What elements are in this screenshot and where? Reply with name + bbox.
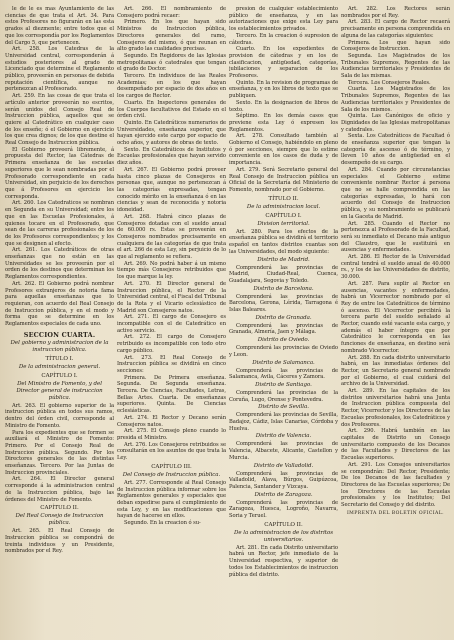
column-4	[341, 6, 450, 634]
paragraph: Segunda. Los Magistrados de los Tribunales Supremos, Regentes de las Audiencias territoriales y Presidentes de Sala de las mismas.	[341, 52, 450, 80]
title-subtitle: De la administracion general.	[18, 363, 101, 370]
district-heading: Distrito de Zaragoza.	[254, 491, 313, 498]
column-2	[117, 6, 226, 634]
district-text: Comprenderá las provincias de Oviedo y Leon.	[229, 345, 338, 358]
district-heading: Distrito de Granada.	[255, 314, 312, 321]
paragraph: le de le es mas Ayuntamiento de las ciencias de que trata el Art. 34. Para estos Profesores no figurarán en las esta grados al diezmente; entre todos que el que los correspondía por los Reglamentos del Cargo 5, que pertenecen.	[5, 6, 114, 46]
paragraph: Cuarto. En Inspectores generales de los Cuerpos facultativos del Estado en el órden civil.	[117, 99, 226, 120]
district-text: Comprenderá las provincias de Valladolid, Alava, Búrgos, Guipúzcoa, Palencia, Santander y Vizcaya.	[229, 470, 338, 490]
text-columns	[5, 6, 450, 634]
chapter-subtitle: De la administracion de los distritos universitarios.	[233, 529, 334, 543]
district-heading: Distrito de Oviedo.	[257, 337, 310, 344]
district-heading: Distrito de Sevilla.	[258, 404, 309, 411]
paragraph: Tercera. Los Consejeros Reales.	[348, 79, 431, 86]
printer-imprint: IMPRENTA DEL BOLETIN OFICIAL.	[346, 510, 445, 516]
article-278: Art. 278. Consultado también al Gobierno el Consejo, habiéndolo en pleno ó por secciones, siempre que lo estime conveniente en los casos de duda y de importancia.	[229, 133, 338, 167]
paragraph: Segundo. En Regidores de las Iglesias metropolitanas ó catedrales que tengan el grado de Doctor.	[117, 52, 226, 73]
column-1	[5, 6, 114, 634]
district-text: Comprenderá las provincias de Salamanca, Avila, Cáceres y Zamora.	[229, 367, 338, 381]
paragraph: Segundo. En la creacion ó su-	[124, 520, 201, 527]
article-267: Art. 267. El Gobierno podrá proveer hasta cinco plazas de Consejeros en personas que, aunque no pertenezcan á las categorías expresadas, tengan conocido mérito en la enseñanza ó en las ciencias y sean de reconocida y notoria idoneidad.	[117, 166, 226, 214]
article-260: Art. 260. Los Catedraticos se nombran en Segunda en su Universidad; entre los que en las Escuelas Profesionales, á quienes tocare en el Profesorado, que sean de las carreras profesionales de los de los Profesores correspondientes; y los que se designen al efecto.	[5, 200, 114, 247]
paragraph: Cuarto. En los expedientes de provision de cátedras y en los de clasificacion, antigüedad, categorías, jubilaciones y separacion de los Profesores.	[229, 46, 338, 80]
article-276: Art. 276. Los Consejeros retribuidos se consultarán en los asuntos de que trata la Ley.	[117, 441, 226, 462]
article-266: Art. 266. El nombramiento de Consejero podrá recaer:	[117, 6, 226, 19]
article-286: Art. 286. El Rector de la Universidad central tendrá el sueldo anual de 40.000 rs., y los de las Universidades de distrito, 30.000.	[341, 254, 450, 281]
paragraph: Cuarta. Los Magistrados de los Tribunales Supremos, Regentes de las Audiencias territoriales y Presidentes de Sala de los mismos.	[341, 86, 450, 113]
article-273: Art. 273. El Real Consejo de Instruccion pública se dividirá en cinco secciones:	[117, 354, 226, 374]
district-text: Comprenderá las provincias de Sevilla, Badajoz, Cádiz, Islas Canarias, Córdoba y Huelva.	[229, 412, 338, 432]
article-281: Art. 281. En cada Distrito universitario habrá un Rector, jefe inmediato de la Universidad respectiva, y superior de todos los Establecimientos de instruccion pública del distrito.	[229, 544, 338, 578]
paragraph: Quinto. En Catedráticos numerarios de Universidades, enseñanza superior, que hayan ejercido este cargo por espacio de ocho años, y autores de obras de texto.	[117, 119, 226, 147]
chapter-subtitle: Division territorial.	[257, 220, 310, 227]
article-265: Art. 265. El Real Consejo de Instruccion pública se compondrá de treinta individuos y un Presidente, nombrados por el Rey.	[5, 528, 114, 555]
article-291: Art. 291. Los Consejos universitarios se compondrán: Del Rector, Presidente; De los Decanos de las facultades y Directores de las Escuelas superiores; De los Directores de las Escuelas profesionales y los Institutos; Del Secretario del Consejo y del distrito.	[341, 461, 450, 509]
article-289: Art. 289. En las capitales de los distritos universitarios habrá una Junta de Instruccion pública compuesta del Rector, Vicerrector y los Directores de las Escuelas profesionales, los Catedráticos y dos Profesores.	[341, 388, 450, 428]
district-text: Comprenderá las provincias de Granada, Almería, Jaen y Málaga.	[229, 322, 338, 336]
article-258: Art. 258. Los Catedras de la Universidad central, corresponderán á estudios posteriores al grado de Licenciado que determine el Reglamento público, proveerán en personas de debida reputación científica, aunque no pertenezcan al Profesorado.	[5, 46, 114, 93]
district-heading: Distrito de Barcelona.	[253, 285, 314, 292]
paragraph: Primero. En los que hayan sido Ministros de Instruccion pública, Directores generales del ramo, Consejeros del mismo, ó que reunan en alto grado las cualidades precisas.	[117, 19, 226, 53]
district-heading: Distrito de Valladolid.	[253, 462, 314, 469]
section-heading: SECCION CUARTA.	[23, 330, 96, 339]
article-272: Art. 272. El cargo de Consejero retribuido es incompatible con todo otro cargo público.	[117, 334, 226, 354]
article-262: Art. 262. El Gobierno podrá nombrar Profesores extranjeros de notoria fama para aquellas enseñanzas que lo requieran, con acuerdo del Real Consejo de Instruccion pública, y en el modo y forma que se determine en los Reglamentos especiales de cada uno.	[5, 280, 114, 328]
article-268: Art. 268. Habrá cinco plazas de Consejeros dotadas con el sueldo anual de 60.000 rs. Estas se proveerán en Consejeros nombrados precisamente en cualquiera de las categorías de que trata el art. 266 de esta Ley, sin perjuicio de lo que al reglamento se refiera.	[117, 213, 226, 261]
article-277: Art. 277. Corresponde al Real Consejo de Instruccion pública informar sobre los Reglamentos generales y especiales que deban expedirse para el cumplimiento de esta Ley, y en las modificaciones que hayan de hacerse en ellos.	[117, 479, 226, 520]
paragraph: Sexta. Los Catedráticos de Facultad ó de enseñanza superior que tengan la categoría de ascenso ó de término, y lleven 10 años de antigüedad en el desempeño de su cargo.	[341, 133, 450, 167]
district-text: Comprenderá las provincias de Madrid, Ciudad-Real, Cuenca, Guadalajara, Segovia y Toledo.	[229, 264, 338, 284]
article-290: Art. 290. Habrá también en las capitales de Distrito un Consejo universitario compuesto de los Decanos de las Facultades y Directores de las Escuelas superiores.	[341, 428, 450, 462]
article-263: Art. 263. El gobierno superior de la instruccion pública en todos sus ramos, dentro del órden civil, corresponde al Ministro de Fomento.	[5, 402, 114, 429]
article-283: Art. 283. El cargo de Rector recaerá precisamente en persona comprendida en alguna de las categorías siguientes:	[341, 19, 450, 39]
chapter-heading: CAPÍTULO II.	[264, 521, 303, 528]
paragraph: Tercero. En la creacion ó supresion de cátedras.	[229, 32, 338, 46]
paragraph: Para los expedientes que se formen se auxiliará el Ministro de Fomento: Primero. Por el Consejo Real de Instruccion pública. Segundo. Por los Directores generales de las distintas enseñanzas. Tercero. Por las Juntas de Instruccion provinciales.	[5, 429, 114, 476]
chapter-subtitle: Del Real Consejo de Instruccion pública.	[15, 513, 104, 527]
paragraph: Séptimo. En los demás casos que previene esta Ley ó expresen los Reglamentos.	[229, 113, 338, 133]
title-subtitle: De la administracion local.	[246, 203, 321, 210]
district-text: Comprenderá las provincias de Zaragoza, Huesca, Logroño, Navarra, Soria y Teruel.	[229, 499, 338, 520]
paragraph: Quinto. En la revision de programas de enseñanza, y en los libros de texto que se publiquen.	[229, 79, 338, 100]
paragraph: Sexto. En la designacion de libros de texto.	[229, 99, 338, 113]
article-264: Art. 264. El Director general corresponde á la administracion central de la Instruccion pública, bajo las órdenes del Ministro de Fomento.	[5, 476, 114, 503]
article-261: Art. 261. Los Catedráticos de otras enseñanzas que no están en las Universidades se les proveerán por el orden de los destinos que determinan los Reglamentos correspondientes.	[5, 247, 114, 281]
title-heading: TÍTULO II.	[268, 195, 299, 202]
district-heading: Distrito de Salamanca.	[252, 359, 315, 366]
chapter-heading: CAPÍTULO I.	[41, 372, 78, 379]
district-text: Comprenderá las provincias de la Coruña, Lugo, Orense y Pontevedra.	[229, 389, 338, 403]
district-text: Comprenderá las provincias de Valencia, Albacete, Alicante, Castellon y Murcia.	[229, 441, 338, 461]
section-subtitle: Del gobierno y administracion de la instruccion pública.	[10, 339, 109, 353]
title-heading: TÍTULO I.	[45, 355, 74, 362]
article-284: Art. 284. Cuando por circunstancias especiales el Gobierno estime conveniente nombrar Rector á persona que no se halle comprendida en las categorías expresadas, lo hará con acuerdo del Consejo de Instruccion pública, y su nombramiento se publicará en la Gaceta de Madrid.	[341, 166, 450, 220]
column-3	[229, 6, 338, 634]
chapter-heading: CAPÍTULO II.	[40, 505, 79, 512]
chapter-heading: CAPÍTULO III.	[151, 463, 192, 470]
article-287: Art. 287. Para suplir al Rector en ausencias, vacantes y enfermedades, habrá un Vicerrector nombrado por el Rey de entre los Catedráticos de término ó ascenso. El Vicerrector percibirá la tercera parte del sueldo señalado al Rector, cuando esté vacante esta cargo, y además el haber íntegro que por Catedrático le corresponda en las funciones de enseñanza, en destino será nombrado Vicerrector.	[341, 280, 450, 354]
article-288: Art. 288. En cada distrito universitario habrá, en las inmediatas órdenes del Rector, un Secretario general nombrado por el Gobierno, el cual cuidará del archivo de la Universidad.	[341, 354, 450, 388]
article-275: Art. 275. El Consejo pleno cuando lo presida el Ministro.	[117, 428, 226, 441]
paragraph: Primera. De Primera enseñanza. Segunda. De Segunda enseñanza. Tercera. De Ciencias, Facultades, Letras, Bellas Artes. Cuarta. De enseñanzas superiores. Quinta. De Ciencias eclesiásticas.	[117, 374, 226, 415]
paragraph: presion de cualquier establecimiento público de enseñanza, y en las autorizaciones que exige esta Ley para los establecimientos privados.	[229, 6, 338, 33]
article-271: Art. 271. El cargo de Consejero es incompatible con el de Catedrático en activo servicio.	[117, 314, 226, 334]
article-274: Art. 274. El Rector y Decano serán Consejeros natos.	[117, 414, 226, 428]
paragraph: Sexto. En Catedráticos de Institutos y Escuelas profesionales que hayan servido diez años.	[117, 146, 226, 167]
paragraph: Primera. Los que hayan sido Consejeros de Instruccion.	[341, 39, 450, 53]
district-heading: Distrito de Santiago.	[255, 381, 312, 388]
chapter-heading: CAPÍTULO I.	[265, 212, 302, 219]
paragraph: Quinta. Las Canónigos de oficio y Dignidades de las Iglesias metropolitanas y catedrales.	[341, 113, 450, 133]
district-heading: Distrito de Valencia.	[255, 433, 312, 440]
chapter-subtitle: Del Ministro de Fomento, y del Director general de instruccion pública.	[16, 380, 103, 401]
article-259: Art. 259. En las cosas de que trata el artículo anterior proveerán no escritos, serán unidos del Consejo Real de Instruccion pública, aquellos que se quiere al Catedrático en cualquier caso de los enseñe; ó el Gobierno en ejercicio los que crea dignos; de los que destine el Real Consejo de Instruccion pública.	[5, 93, 114, 147]
article-282: Art. 282. Los Rectores serán nombrados por el Rey.	[341, 6, 450, 19]
article-270: Art. 270. El Director general de Instruccion pública, el Rector de la Universidad central, el Fiscal del Tribunal de la Rota y el Vicario eclesiástico de Madrid son Consejeros natos.	[117, 280, 226, 314]
article-279: Art. 279. Será Secretario general del Real Consejo de Instruccion pública un Oficial de la Secretaría del Ministerio de Fomento, nombrado por el Gobierno.	[229, 166, 338, 193]
chapter-subtitle: Del Consejo de Instruccion pública.	[122, 471, 221, 478]
article-280: Art. 280. Para los efectos de la enseñanza pública se dividirá el territorio español en tantos distritos cuantas son las Universidades, del modo siguiente:	[229, 228, 338, 255]
district-heading: Distrito de Madrid.	[257, 256, 310, 263]
article-269: Art. 269. No podrá haber á un mismo tiempo más Consejeros retribuidos que los que marque la ley.	[117, 260, 226, 281]
article-285: Art. 285. Cuando el Rector no pertenezca al Profesorado de la Facultad, será su inmediato el Decano más antiguo del Claustro, que le sustituirá en ausencias y enfermedades.	[341, 220, 450, 254]
paragraph: Tercero. En individuos de las Reales Academias; en los que hayan desempeñado por espacio de dos años en los cargos de Rector.	[117, 73, 226, 100]
paragraph: El Gobierno proveerá libremente, á propuesta del Rector, las Cátedras de Primera enseñanza de las escuelas superiores que le sean nombradas por el Profesorado correspondiente en cada Universidad, sin perjuicio de los derechos que á Profesores en ejercicio les corresponda.	[5, 146, 114, 200]
district-text: Comprenderá las provincias de Barcelona, Gerona, Lérida, Tarragona é Islas Baleares.	[229, 293, 338, 314]
